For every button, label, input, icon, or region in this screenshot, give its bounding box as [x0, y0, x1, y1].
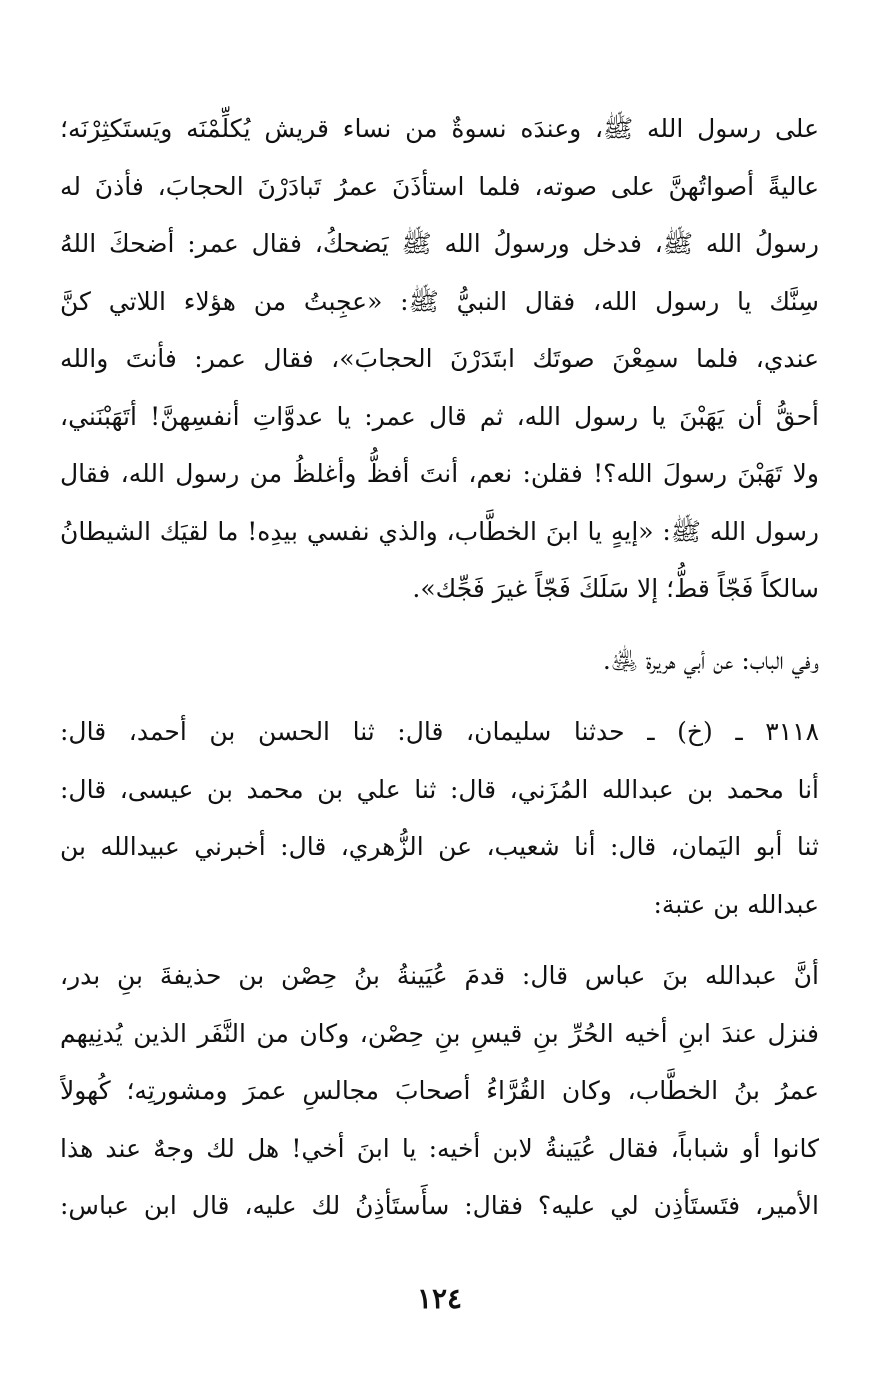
text-line: رسولُ الله ﷺ، فدخل ورسولُ الله ﷺ يَضحكُ، فقال عمر: أضحكَ اللهُ — [60, 229, 819, 258]
page-text-block — [60, 100, 819, 1235]
text-line: رسول الله ﷺ: «إيهٍ يا ابنَ الخطَّاب، والذي نفسي بيدِه! ما لقيَك الشيطانُ — [60, 516, 819, 546]
text-line: على رسول الله ﷺ، وعندَه نسوةٌ من نساء قريش يُكلِّمْنَه ويَستَكثِرْنَه؛ — [60, 114, 819, 143]
paragraph-gap — [60, 933, 819, 947]
text-line: ثنا أبو اليَمان، قال: أنا شعيب، عن الزُّهري، قال: أخبرني عبيدالله بن — [60, 832, 819, 861]
paragraph-gap — [60, 689, 819, 703]
page-number: ١٢٤ — [416, 1282, 463, 1315]
text-line: عمرُ بنُ الخطَّاب، وكان القُرَّاءُ أصحابَ مجالسِ عمرَ ومشورتِه؛ كُهولاً — [60, 1076, 819, 1105]
text-line: ٣١١٨ ـ (خ) ـ حدثنا سليمان، قال: ثنا الحسن بن أحمد، قال: — [60, 717, 819, 746]
paragraph-gap — [60, 618, 819, 632]
chapter-note — [60, 632, 819, 690]
hadith-3118-matn — [60, 947, 819, 1235]
text-line: أنا محمد بن عبدالله المُزَني، قال: ثنا علي بن محمد بن عيسى، قال: — [60, 774, 819, 804]
text-line: سِنَّك يا رسول الله، فقال النبيُّ ﷺ: «عجِبتُ من هؤلاء اللاتي كنَّ — [60, 286, 819, 316]
hadith-3118-isnad — [60, 703, 819, 933]
text-line: عبدالله بن عتبة: — [653, 889, 819, 919]
text-line: عاليةً أصواتُهنَّ على صوته، فلما استأذَنَ عمرُ تَبادَرْنَ الحجابَ، فأذنَ له — [60, 171, 819, 201]
text-line: أنَّ عبدالله بنَ عباس قال: قدمَ عُيَينةُ بنُ حِصْن بن حذيفةَ بنِ بدر، — [60, 961, 819, 990]
text-line: وفي الباب: عن أبي هريرة ﵁. — [602, 645, 819, 675]
text-line: عندي، فلما سمِعْنَ صوتَك ابتَدَرْنَ الحجابَ»، فقال عمر: فأنتَ والله — [60, 344, 819, 373]
text-line: فنزل عندَ ابنِ أخيه الحُرِّ بنِ قيسِ بنِ حِصْن، وكان من النَّفَر الذين يُدنِيهم — [60, 1018, 819, 1048]
text-line: كانوا أو شباباً، فقال عُيَينةُ لابن أخيه: يا ابنَ أخي! هل لك وجهٌ عند هذا — [60, 1133, 819, 1163]
text-line: أحقُّ أن يَهَبْنَ يا رسول الله، ثم قال عمر: يا عدوَّاتِ أنفسِهنَّ! أتَهَبْنَني، — [60, 401, 819, 431]
text-line: سالكاً فَجّاً قطُّ؛ إلا سَلَكَ فَجّاً غيرَ فَجِّك». — [412, 574, 819, 603]
text-line: الأمير، فتَستَأذِن لي عليه؟ فقال: سأَستَأذِنُ لك عليه، قال ابن عباس: — [60, 1191, 819, 1220]
text-line: ولا تَهَبْنَ رسولَ الله؟! فقلن: نعم، أنتَ أفظُّ وأغلظُ من رسول الله، فقال — [60, 459, 819, 488]
paragraph-hadith-continuation — [60, 100, 819, 618]
